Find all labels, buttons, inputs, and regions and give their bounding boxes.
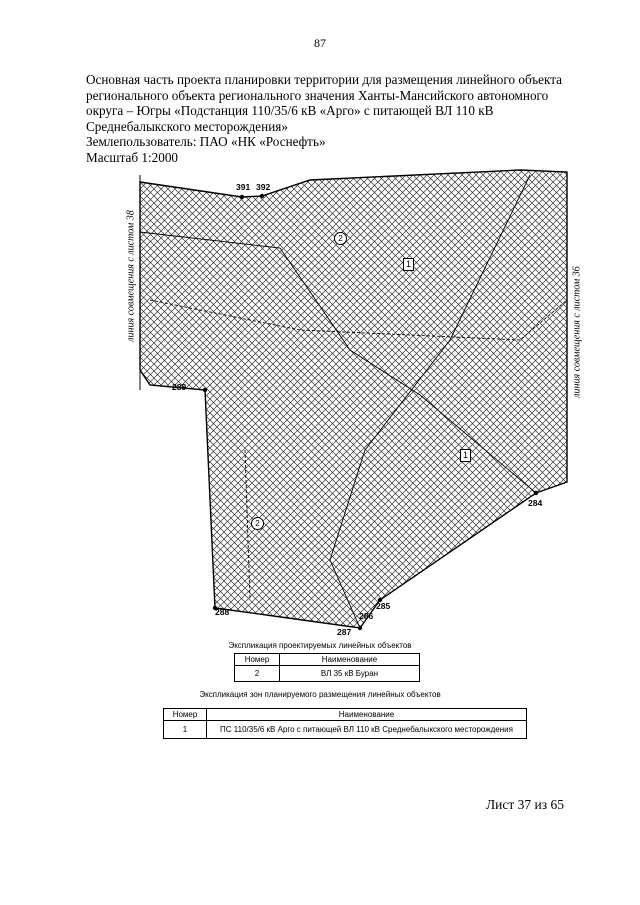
zone-label-2: 2 (334, 232, 347, 245)
point-label-286: 286 (359, 611, 374, 621)
table-row (235, 666, 420, 682)
table-header-cell: Номер (235, 654, 280, 666)
table1-title: Экспликация проектируемых линейных объектов (228, 641, 412, 650)
page-number: 87 (314, 36, 326, 50)
scale-line: Масштаб 1:2000 (86, 149, 179, 165)
sheet-number: Лист 37 из 65 (486, 797, 564, 812)
point-label-285: 285 (376, 601, 391, 611)
zone-label-1: 1 (460, 449, 471, 462)
header-line: регионального объекта регионального значения Ханты-Мансийского автономного (86, 87, 549, 103)
point-label-392: 392 (256, 182, 271, 192)
point-label-284: 284 (528, 498, 543, 508)
table-cell: ПС 110/35/6 кВ Арго с питающей ВЛ 110 кВ Среднебалыкского месторождения (207, 721, 527, 739)
zones-table (163, 708, 527, 739)
table-header-cell: Номер (164, 709, 207, 721)
zone-label-1: 1 (403, 258, 414, 271)
point-marker (358, 626, 362, 630)
zone-label-2: 2 (251, 517, 264, 530)
header-line: округа – Югры «Подстанция 110/35/6 кВ «Арго» с питающей ВЛ 110 кВ (86, 103, 494, 118)
header-line: Среднебалыкского месторождения» (86, 118, 288, 134)
left-match-line-label: линия совмещения с листом 38 (125, 210, 137, 342)
point-marker (260, 194, 264, 198)
table-header-cell: Наименование (207, 709, 527, 721)
table-cell: 2 (235, 666, 280, 682)
point-marker (240, 195, 244, 199)
land-user-line: Землепользователь: ПАО «НК «Роснефть» (86, 134, 326, 149)
right-match-line-label: линия совмещения с листом 36 (571, 266, 583, 398)
header-line: Основная часть проекта планировки территории для размещения линейного объекта (86, 72, 563, 87)
table2-title: Экспликация зон планируемого размещения линейных объектов (199, 690, 441, 699)
table-cell: ВЛ 35 кВ Буран (280, 666, 420, 682)
table-cell: 1 (164, 721, 207, 739)
table-header-cell: Наименование (280, 654, 420, 666)
point-label-288: 288 (215, 607, 230, 617)
point-marker (203, 388, 207, 392)
objects-table (234, 653, 420, 682)
point-label-289: 289 (172, 382, 187, 392)
point-marker (534, 491, 538, 495)
table-header-row (164, 709, 527, 721)
point-label-287: 287 (337, 627, 352, 637)
table-header-row (235, 654, 420, 666)
planned-zone-area (140, 170, 567, 628)
table-row (164, 721, 527, 739)
point-label-391: 391 (236, 182, 251, 192)
